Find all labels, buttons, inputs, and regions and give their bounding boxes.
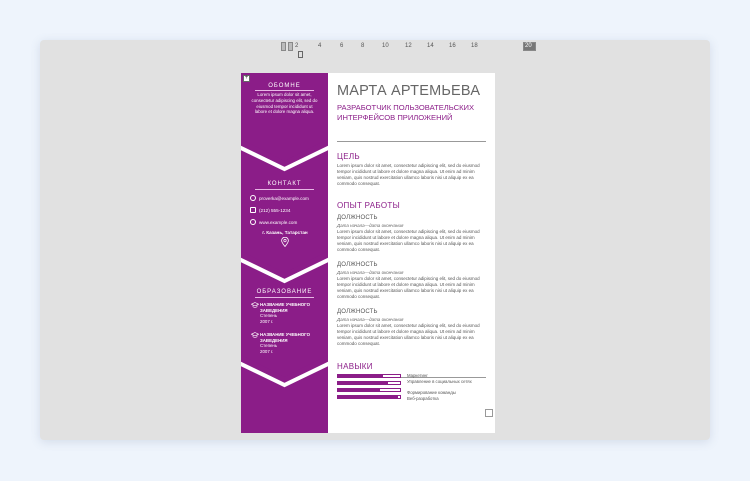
- education-rule: [255, 297, 314, 298]
- contact-phone: [250, 207, 326, 213]
- ruler-tick: 16: [449, 43, 456, 49]
- ruler-tick: 2: [295, 43, 299, 49]
- ruler-left-indent-marker[interactable]: [281, 42, 286, 51]
- resume-name: МАРТА АРТЕМЬЕВА: [337, 83, 481, 99]
- job-description: Lorem ipsum dolor sit amet, consectetur adipiscing elit, sed do eiusmod tempor incididunt ut labore et dolore magna aliqua. Ut enim ad minim veniam, quis nostrud exercitation ullamco laboris nisi ut aliquip ex ea commodo consequat.: [337, 229, 480, 253]
- job-description: Lorem ipsum dolor sit amet, consectetur adipiscing elit, sed do eiusmod tempor incididunt ut labore et dolore magna aliqua. Ut enim ad minim veniam, quis nostrud exercitation ullamco laboris nisi ut aliquip ex ea commodo consequat.: [337, 323, 480, 347]
- ruler-tick: 6: [340, 43, 344, 49]
- phone-icon: [250, 207, 256, 213]
- contact-website-text: www.example.com: [259, 219, 298, 225]
- education-name: НАЗВАНИЕ УЧЕБНОГО ЗАВЕДЕНИЯ: [260, 332, 311, 343]
- contact-website[interactable]: [250, 219, 326, 225]
- skill-bar: [337, 388, 401, 392]
- skill-bar: [337, 374, 401, 378]
- job-title: ДОЛЖНОСТЬ: [337, 309, 378, 315]
- resume-role: РАЗРАБОТЧИК ПОЛЬЗОВАТЕЛЬСКИХ ИНТЕРФЕЙСОВ ПРИЛОЖЕНИЙ: [337, 103, 475, 122]
- graduation-cap-icon: [251, 302, 259, 308]
- about-title: ОБОМНЕ: [268, 83, 301, 89]
- skill-bar: [337, 381, 401, 385]
- skill-bar-fill: [338, 389, 380, 391]
- education-year: 2007 г.: [260, 318, 274, 324]
- ruler-tick: 4: [318, 43, 322, 49]
- job-title: ДОЛЖНОСТЬ: [337, 215, 378, 221]
- skill-label: Маркетинг: [407, 373, 428, 378]
- ruler-tick: 10: [382, 43, 389, 49]
- ruler-first-line-marker[interactable]: [288, 42, 293, 51]
- ruler-tick: 14: [427, 43, 434, 49]
- contact-rule: [255, 189, 314, 190]
- job-dates: Дата начала—дата окончания: [337, 223, 404, 228]
- document-window: [40, 40, 710, 440]
- contact-email[interactable]: [250, 195, 326, 201]
- objective-text: Lorem ipsum dolor sit amet, consectetur adipiscing elit, sed do eiusmod tempor incididunt ut labore et dolore magna aliqua. Ut enim ad minim veniam, quis nostrud exercitation ullamco laboris nisi ut aliquip ex ea commodo consequat.: [337, 163, 480, 187]
- skills-title: НАВЫКИ: [337, 362, 373, 371]
- skill-label: Формирование команды: [407, 390, 456, 395]
- contact-title: КОНТАКТ: [267, 181, 302, 187]
- education-degree: Степень: [260, 313, 278, 319]
- skill-bar-fill: [338, 396, 398, 398]
- graduation-cap-icon: [251, 332, 259, 338]
- contact-city: г. Казань, Татарстан: [262, 230, 308, 235]
- ruler-hanging-indent-marker[interactable]: [298, 51, 303, 58]
- header-divider: [337, 141, 486, 142]
- contact-phone-text: (212) 555-1234: [259, 207, 291, 213]
- education-item: [251, 332, 321, 354]
- email-icon: [250, 195, 256, 201]
- resume-page[interactable]: [241, 73, 495, 433]
- experience-title: ОПЫТ РАБОТЫ: [337, 201, 400, 210]
- skill-bar: [337, 395, 401, 399]
- job-description: Lorem ipsum dolor sit amet, consectetur adipiscing elit, sed do eiusmod tempor incididunt ut labore et dolore magna aliqua. Ut enim ad minim veniam, quis nostrud exercitation ullamco laboris nisi ut aliquip ex ea commodo consequat.: [337, 276, 480, 300]
- skill-label: Веб-разработка: [407, 396, 439, 401]
- ruler-tick: 8: [361, 43, 365, 49]
- about-text: Lorem ipsum dolor sit amet, consectetur adipiscing elit, sed do eiusmod tempor incididunt ut labore et dolore magna aliqua.: [251, 92, 318, 115]
- about-rule: [255, 90, 314, 91]
- location-pin-icon: [281, 237, 289, 247]
- job-title: ДОЛЖНОСТЬ: [337, 262, 378, 268]
- chevron-divider: [241, 355, 328, 391]
- education-title: ОБРАЗОВАНИЕ: [256, 289, 313, 295]
- resume-sidebar: [241, 73, 328, 433]
- ruler-tick: 12: [405, 43, 412, 49]
- contact-email-text: proverka@example.com: [259, 195, 309, 201]
- chevron-divider: [241, 251, 328, 287]
- resume-main: [337, 73, 487, 433]
- education-name: НАЗВАНИЕ УЧЕБНОГО ЗАВЕДЕНИЯ: [260, 302, 311, 313]
- skill-bar-fill: [338, 375, 383, 377]
- skill-label: Управление в социальных сетях: [407, 379, 472, 384]
- skill-bar-fill: [338, 382, 388, 384]
- ruler-tick: 20: [525, 43, 532, 49]
- job-dates: Дата начала—дата окончания: [337, 317, 404, 322]
- horizontal-ruler[interactable]: [281, 42, 536, 51]
- chevron-divider: [241, 139, 328, 175]
- education-item: [251, 302, 321, 324]
- ruler-tick: 18: [471, 43, 478, 49]
- job-dates: Дата начала—дата окончания: [337, 270, 404, 275]
- table-resize-handle[interactable]: [485, 409, 493, 417]
- education-year: 2007 г.: [260, 348, 274, 354]
- objective-title: ЦЕЛЬ: [337, 152, 360, 161]
- globe-icon: [250, 219, 256, 225]
- education-degree: Степень: [260, 343, 278, 349]
- table-move-handle-icon[interactable]: +: [244, 75, 249, 81]
